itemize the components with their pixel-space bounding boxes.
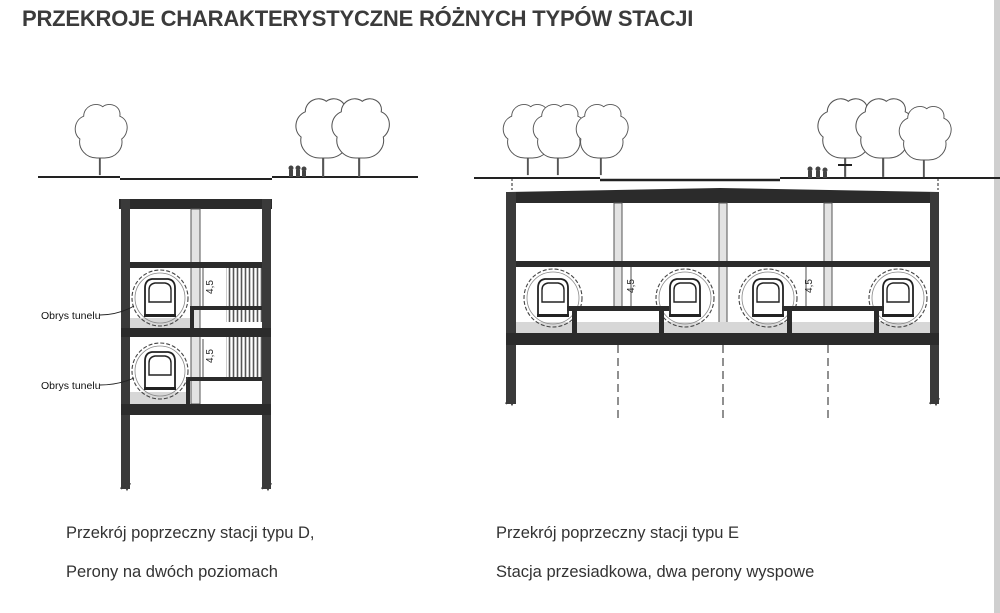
train-icon	[669, 279, 701, 317]
right-wall-d	[262, 199, 271, 489]
tunnel-label-upper: Obrys tunelu	[41, 310, 101, 322]
dimension-label-left-e: 4,5	[626, 279, 637, 293]
right-wall-e	[930, 192, 939, 404]
caption-station-d-line2: Perony na dwóch poziomach	[66, 563, 278, 581]
left-wall-e	[506, 192, 516, 404]
ground-line-d	[38, 177, 418, 179]
train-icon	[144, 352, 176, 390]
station-e-section	[474, 99, 1000, 420]
ground-line-e	[474, 178, 1000, 180]
caption-station-e-line2: Stacja przesiadkowa, dwa perony wyspowe	[496, 563, 815, 581]
dimension-label-lower-d: 4,5	[205, 349, 216, 363]
base-slab-e	[506, 333, 939, 345]
page-title: PRZEKROJE CHARAKTERYSTYCZNE RÓŻNYCH TYPÓW STACJI	[22, 6, 694, 31]
platform-upper-d	[190, 306, 262, 310]
slab-mid-d	[121, 328, 271, 337]
tree-icon	[75, 104, 127, 175]
left-wall-d	[121, 199, 130, 489]
stairs-lower-d	[226, 337, 262, 377]
train-icon	[537, 279, 569, 317]
train-icon	[882, 279, 914, 317]
dimension-label-upper-d: 4,5	[205, 280, 216, 294]
platform-lower-d	[186, 377, 262, 381]
caption-station-d-line1: Przekrój poprzeczny stacji typu D,	[66, 524, 315, 542]
people-icon	[808, 167, 828, 179]
train-icon	[752, 279, 784, 317]
train-icon	[144, 279, 176, 317]
station-d-section	[38, 99, 418, 489]
dimension-label-right-e: 4,5	[804, 279, 815, 293]
slab-lower-d	[121, 404, 271, 415]
caption-station-e-line1: Przekrój poprzeczny stacji typu E	[496, 524, 740, 542]
roof-slab-d	[119, 199, 272, 209]
tunnel-label-lower: Obrys tunelu	[41, 380, 101, 392]
mezzanine-slab-e	[516, 261, 930, 267]
tree-icon	[576, 104, 628, 175]
roof-slab-e	[506, 188, 939, 203]
people-icon	[289, 166, 307, 178]
stairs-upper-d	[226, 268, 262, 322]
slab-upper-d	[130, 262, 262, 268]
